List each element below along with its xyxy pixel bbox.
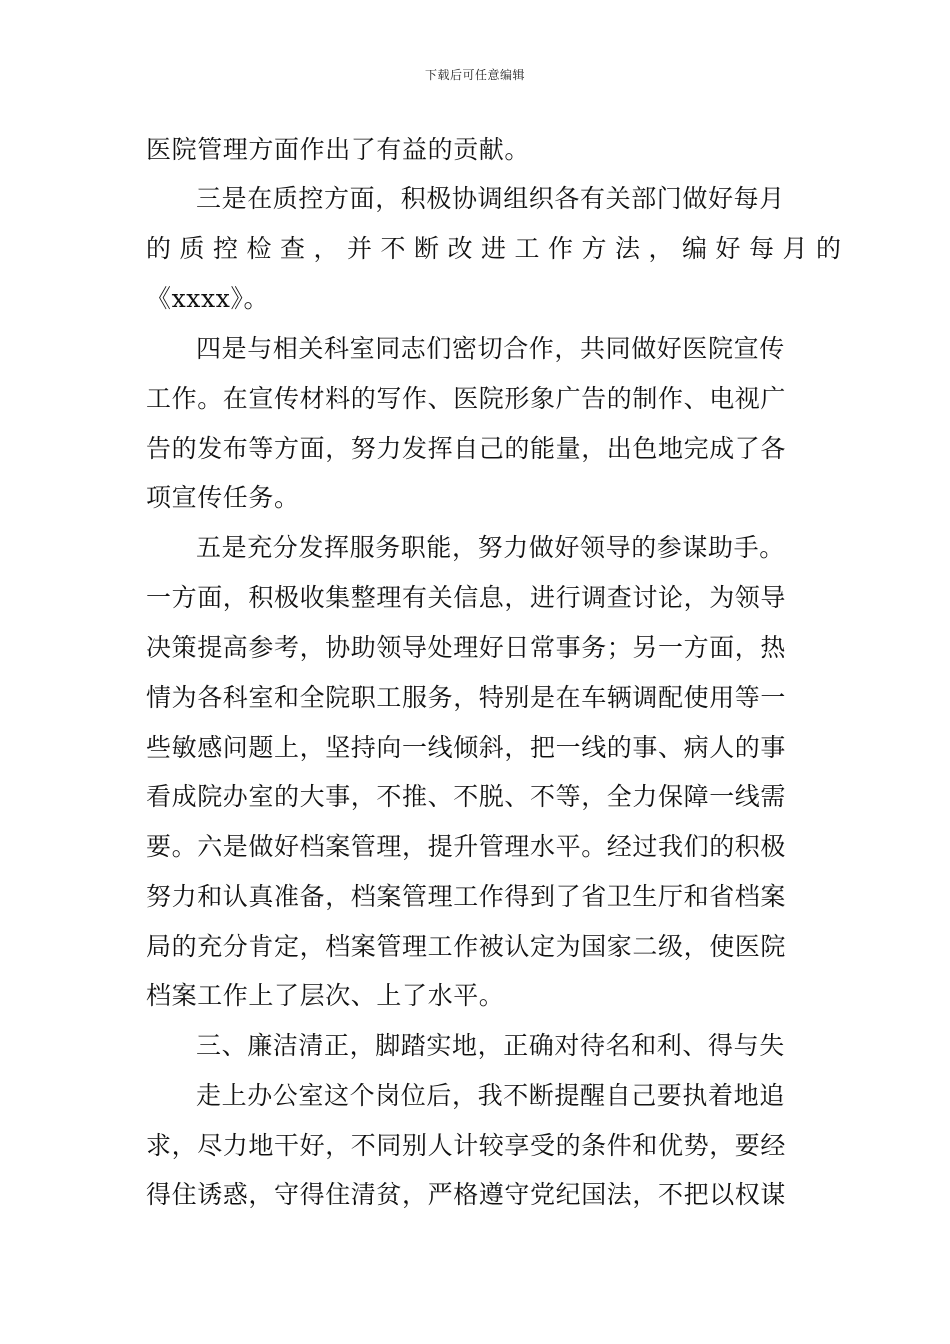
text-line: 走上办公室这个岗位后，我不断提醒自己要执着地追 [196, 1081, 785, 1110]
text-line: 些敏感问题上，坚持向一线倾斜，把一线的事、病人的事 [146, 733, 787, 762]
text-line: 《xxxx》。 [146, 284, 270, 313]
text-line: 努力和认真准备，档案管理工作得到了省卫生厅和省档案 [146, 882, 787, 911]
text-line: 求，尽力地干好，不同别人计较享受的条件和优势，要经 [146, 1131, 787, 1160]
text-line: 看成院办室的大事，不推、不脱、不等，全力保障一线需 [146, 782, 787, 811]
text-line: 五是充分发挥服务职能，努力做好领导的参谋助手。 [196, 533, 785, 562]
text-line: 项宣传任务。 [146, 483, 300, 512]
text-line: 工作。在宣传材料的写作、医院形象广告的制作、电视广 [146, 384, 787, 413]
text-line: 档案工作上了层次、上了水平。 [146, 981, 505, 1010]
text-line: 的质控检查，并不断改进工作方法，编好每月的 [146, 234, 850, 263]
text-line: 医院管理方面作出了有益的贡献。 [146, 135, 531, 164]
text-line: 告的发布等方面，努力发挥自己的能量，出色地完成了各 [146, 434, 787, 463]
section-heading: 三、廉洁清正，脚踏实地，正确对待名和利、得与失 [196, 1031, 785, 1060]
text-line: 要。六是做好档案管理，提升管理水平。经过我们的积极 [146, 832, 787, 861]
text-line: 情为各科室和全院职工服务，特别是在车辆调配使用等一 [146, 683, 787, 712]
text-line: 得住诱惑，守得住清贫，严格遵守党纪国法，不把以权谋 [146, 1180, 787, 1209]
text-line: 一方面，积极收集整理有关信息，进行调查讨论，为领导 [146, 583, 787, 612]
text-line: 局的充分肯定，档案管理工作被认定为国家二级，使医院 [146, 932, 787, 961]
text-line: 三是在质控方面，积极协调组织各有关部门做好每月 [196, 184, 785, 213]
text-line: 决策提高参考，协助领导处理好日常事务；另一方面，热 [146, 633, 787, 662]
page-header: 下载后可任意编辑 [424, 68, 525, 82]
text-line: 四是与相关科室同志们密切合作，共同做好医院宣传 [196, 334, 785, 363]
